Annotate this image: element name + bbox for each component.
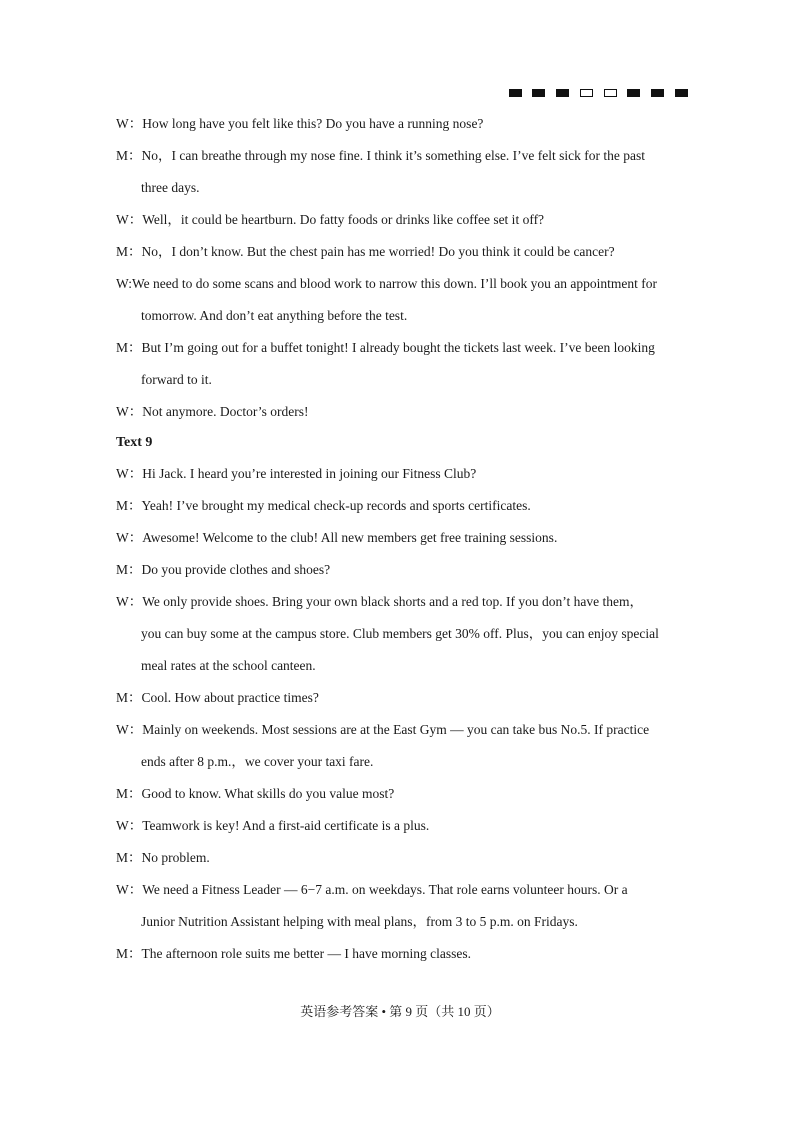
speaker-label: M：: [116, 498, 142, 513]
line-text: ends after 8 p.m.，we cover your taxi fare.: [141, 754, 374, 769]
speaker-label: M：: [116, 786, 142, 801]
line-text: No，I can breathe through my nose fine. I think it’s something else. I’ve felt sick for the past: [141, 148, 646, 163]
page-footer: 英语参考答案 • 第 9 页（共 10 页）: [300, 1004, 500, 1019]
speaker-label: M：: [116, 244, 142, 259]
line-text: Cool. How about practice times?: [141, 690, 319, 705]
dialogue-line: [116, 689, 696, 707]
dialogue-line: [116, 465, 696, 483]
dialogue-continuation: [141, 371, 721, 389]
dialogue-line: [116, 115, 696, 133]
line-text: We need to do some scans and blood work to narrow this down. I’ll book you an appointment for: [132, 276, 657, 291]
line-text: tomorrow. And don’t eat anything before the test.: [141, 308, 408, 323]
line-text: We need a Fitness Leader — 6−7 a.m. on weekdays. That role earns volunteer hours. Or a: [142, 882, 628, 897]
dialogue-line: [116, 275, 696, 293]
dialogue-line: [116, 339, 696, 357]
speaker-label: M：: [116, 850, 142, 865]
speaker-label: W：: [116, 404, 143, 419]
line-text: Yeah! I’ve brought my medical check-up records and sports certificates.: [141, 498, 531, 513]
line-text: No，I don’t know. But the chest pain has me worried! Do you think it could be cancer?: [141, 244, 615, 259]
dialogue-line: [116, 593, 696, 611]
header-mark: [556, 89, 569, 97]
header-mark: [509, 89, 522, 97]
line-text: No problem.: [141, 850, 210, 865]
speaker-label: W：: [116, 594, 143, 609]
header-mark: [580, 89, 593, 97]
line-text: Awesome! Welcome to the club! All new members get free training sessions.: [142, 530, 558, 545]
line-text: How long have you felt like this? Do you have a running nose?: [142, 116, 484, 131]
line-text: Teamwork is key! And a first-aid certificate is a plus.: [142, 818, 430, 833]
header-mark: [532, 89, 545, 97]
line-text: Not anymore. Doctor’s orders!: [142, 404, 309, 419]
line-text: meal rates at the school canteen.: [141, 658, 316, 673]
dialogue-line: [116, 147, 696, 165]
dialogue-continuation: [141, 753, 721, 771]
speaker-label: W：: [116, 530, 143, 545]
speaker-label: M：: [116, 340, 142, 355]
line-text: Well，it could be heartburn. Do fatty foods or drinks like coffee set it off?: [142, 212, 545, 227]
speaker-label: M：: [116, 562, 142, 577]
dialogue-line: [116, 243, 696, 261]
line-text: Good to know. What skills do you value most?: [141, 786, 395, 801]
header-mark: [675, 89, 688, 97]
line-text: Junior Nutrition Assistant helping with meal plans，from 3 to 5 p.m. on Fridays.: [141, 914, 578, 929]
speaker-label: W：: [116, 722, 143, 737]
dialogue-line: [116, 561, 696, 579]
speaker-label: M：: [116, 946, 142, 961]
line-text: The afternoon role suits me better — I have morning classes.: [141, 946, 472, 961]
dialogue-continuation: [141, 625, 721, 643]
dialogue-continuation: [141, 179, 721, 197]
dialogue-continuation: [141, 913, 721, 931]
dialogue-line: [116, 403, 696, 421]
speaker-label: W:: [116, 276, 132, 291]
line-text: But I’m going out for a buffet tonight! I already bought the tickets last week. I’ve been looking: [141, 340, 655, 355]
line-text: We only provide shoes. Bring your own black shorts and a red top. If you don’t have them，: [142, 594, 643, 609]
dialogue-line: [116, 817, 696, 835]
speaker-label: W：: [116, 466, 143, 481]
dialogue-line: [116, 497, 696, 515]
dialogue-line: [116, 849, 696, 867]
line-text: Do you provide clothes and shoes?: [141, 562, 331, 577]
header-mark: [627, 89, 640, 97]
line-text: Mainly on weekends. Most sessions are at the East Gym — you can take bus No.5. If practice: [142, 722, 650, 737]
line-text: Hi Jack. I heard you’re interested in joining our Fitness Club?: [142, 466, 477, 481]
speaker-label: M：: [116, 148, 142, 163]
speaker-label: W：: [116, 116, 143, 131]
dialogue-line: [116, 881, 696, 899]
speaker-label: M：: [116, 690, 142, 705]
dialogue-line: [116, 945, 696, 963]
speaker-label: W：: [116, 212, 143, 227]
speaker-label: W：: [116, 818, 143, 833]
dialogue-continuation: [141, 307, 721, 325]
dialogue-line: [116, 721, 696, 739]
header-mark: [651, 89, 664, 97]
dialogue-line: [116, 211, 696, 229]
dialogue-line: [116, 785, 696, 803]
header-mark: [604, 89, 617, 97]
line-text: three days.: [141, 180, 200, 195]
line-text: forward to it.: [141, 372, 212, 387]
heading-text: Text 9: [116, 435, 153, 450]
line-text: you can buy some at the campus store. Club members get 30% off. Plus，you can enjoy special: [141, 626, 659, 641]
section-heading: [116, 434, 696, 452]
dialogue-line: [116, 529, 696, 547]
dialogue-continuation: [141, 657, 721, 675]
speaker-label: W：: [116, 882, 143, 897]
